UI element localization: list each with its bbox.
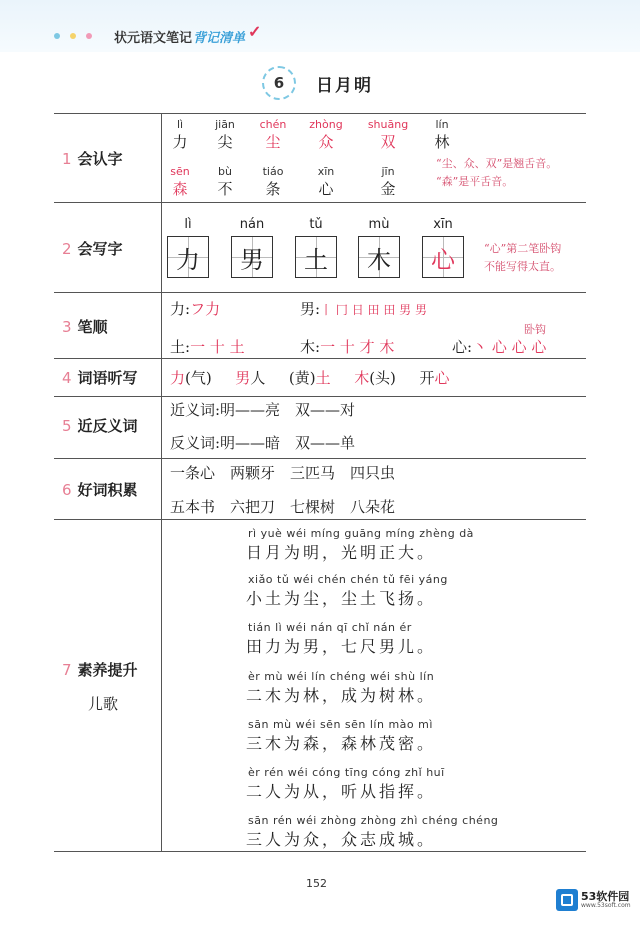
watermark-icon	[556, 889, 578, 911]
stroke-li: 力:フ力	[170, 300, 221, 318]
lesson-heading	[262, 66, 373, 100]
dictation-words: 力(气) 男人 (黄)土 木(头) 开心	[170, 369, 450, 387]
header-bar	[0, 0, 640, 52]
poem-pinyin: èr mù wéi lín chéng wéi shù lín	[248, 670, 435, 683]
lesson-number: 6	[262, 66, 296, 100]
write-note-1: “心”第二笔卧钩	[484, 242, 562, 255]
stroke-nan: 男:丨 冂 日 田 田 男 男	[300, 300, 427, 318]
watermark-logo: 53软件园 www.53soft.com	[556, 886, 632, 914]
poem-line: 三木为森，森林茂密。	[246, 734, 437, 753]
row-label-write: 2 会写字	[62, 240, 123, 258]
row-label-strokes: 3 笔顺	[62, 318, 108, 336]
writing-box: 心	[422, 236, 464, 278]
poem-pinyin: tián lì wéi nán qī chǐ nán ér	[248, 621, 412, 634]
stroke-tu: 土:一 十 土	[170, 338, 245, 356]
row-label-literacy: 7 素养提升	[62, 661, 138, 679]
good-words-line-1: 一条心 两颗牙 三匹马 四只虫	[170, 464, 396, 482]
writing-box: 力	[167, 236, 209, 278]
poem-pinyin: èr rén wéi cóng tīng cóng zhǐ huī	[248, 766, 445, 779]
stroke-xin-note: 卧钩	[524, 323, 546, 336]
poem-line: 日月为明，光明正大。	[246, 543, 437, 562]
poem-pinyin: rì yuè wéi míng guāng míng zhèng dà	[248, 527, 474, 540]
writing-box: 男	[231, 236, 273, 278]
row-label-good-words: 6 好词积累	[62, 481, 138, 499]
stroke-xin: 心:丶 心 心 心	[452, 338, 547, 356]
row-label-synonyms: 5 近反义词	[62, 417, 138, 435]
writing-box: 土	[295, 236, 337, 278]
recognize-note-1: “尘、众、双”是翘舌音。	[436, 157, 558, 170]
poem-line: 二木为林，成为树林。	[246, 686, 437, 705]
poem-line: 田力为男，七尺男儿。	[246, 637, 437, 656]
poem-line: 二人为从，听从指挥。	[246, 782, 437, 801]
lesson-title: 日月明	[316, 75, 373, 96]
poem-pinyin: sān mù wéi sēn sēn lín mào mì	[248, 718, 433, 731]
book-series-title: 状元语文笔记	[114, 31, 193, 46]
page-number: 152	[306, 877, 327, 890]
row-sublabel-rhyme: 儿歌	[88, 695, 119, 713]
poem-pinyin: sān rén wéi zhòng zhòng zhì chéng chéng	[248, 814, 499, 827]
poem-pinyin: xiǎo tǔ wéi chén chén tǔ fēi yáng	[248, 573, 448, 586]
poem-line: 小土为尘，尘土飞扬。	[246, 589, 437, 608]
poem-line: 三人为众，众志成城。	[246, 830, 437, 849]
good-words-line-2: 五本书 六把刀 七棵树 八朵花	[170, 498, 396, 516]
writing-box: 木	[358, 236, 400, 278]
book-subtitle: 背记清单	[193, 31, 246, 46]
synonym-line: 近义词:明——亮 双——对	[170, 401, 356, 419]
row-label-dictation: 4 词语听写	[62, 369, 138, 387]
stroke-mu: 木:一 十 才 木	[300, 338, 395, 356]
write-note-2: 不能写得太直。	[484, 260, 561, 273]
header-dots-icon	[54, 33, 92, 39]
check-icon: ✓	[248, 22, 262, 41]
recognize-note-2: “森”是平舌音。	[436, 175, 514, 188]
antonym-line: 反义词:明——暗 双——单	[170, 434, 356, 452]
row-label-recognize: 1 会认字	[62, 150, 123, 168]
